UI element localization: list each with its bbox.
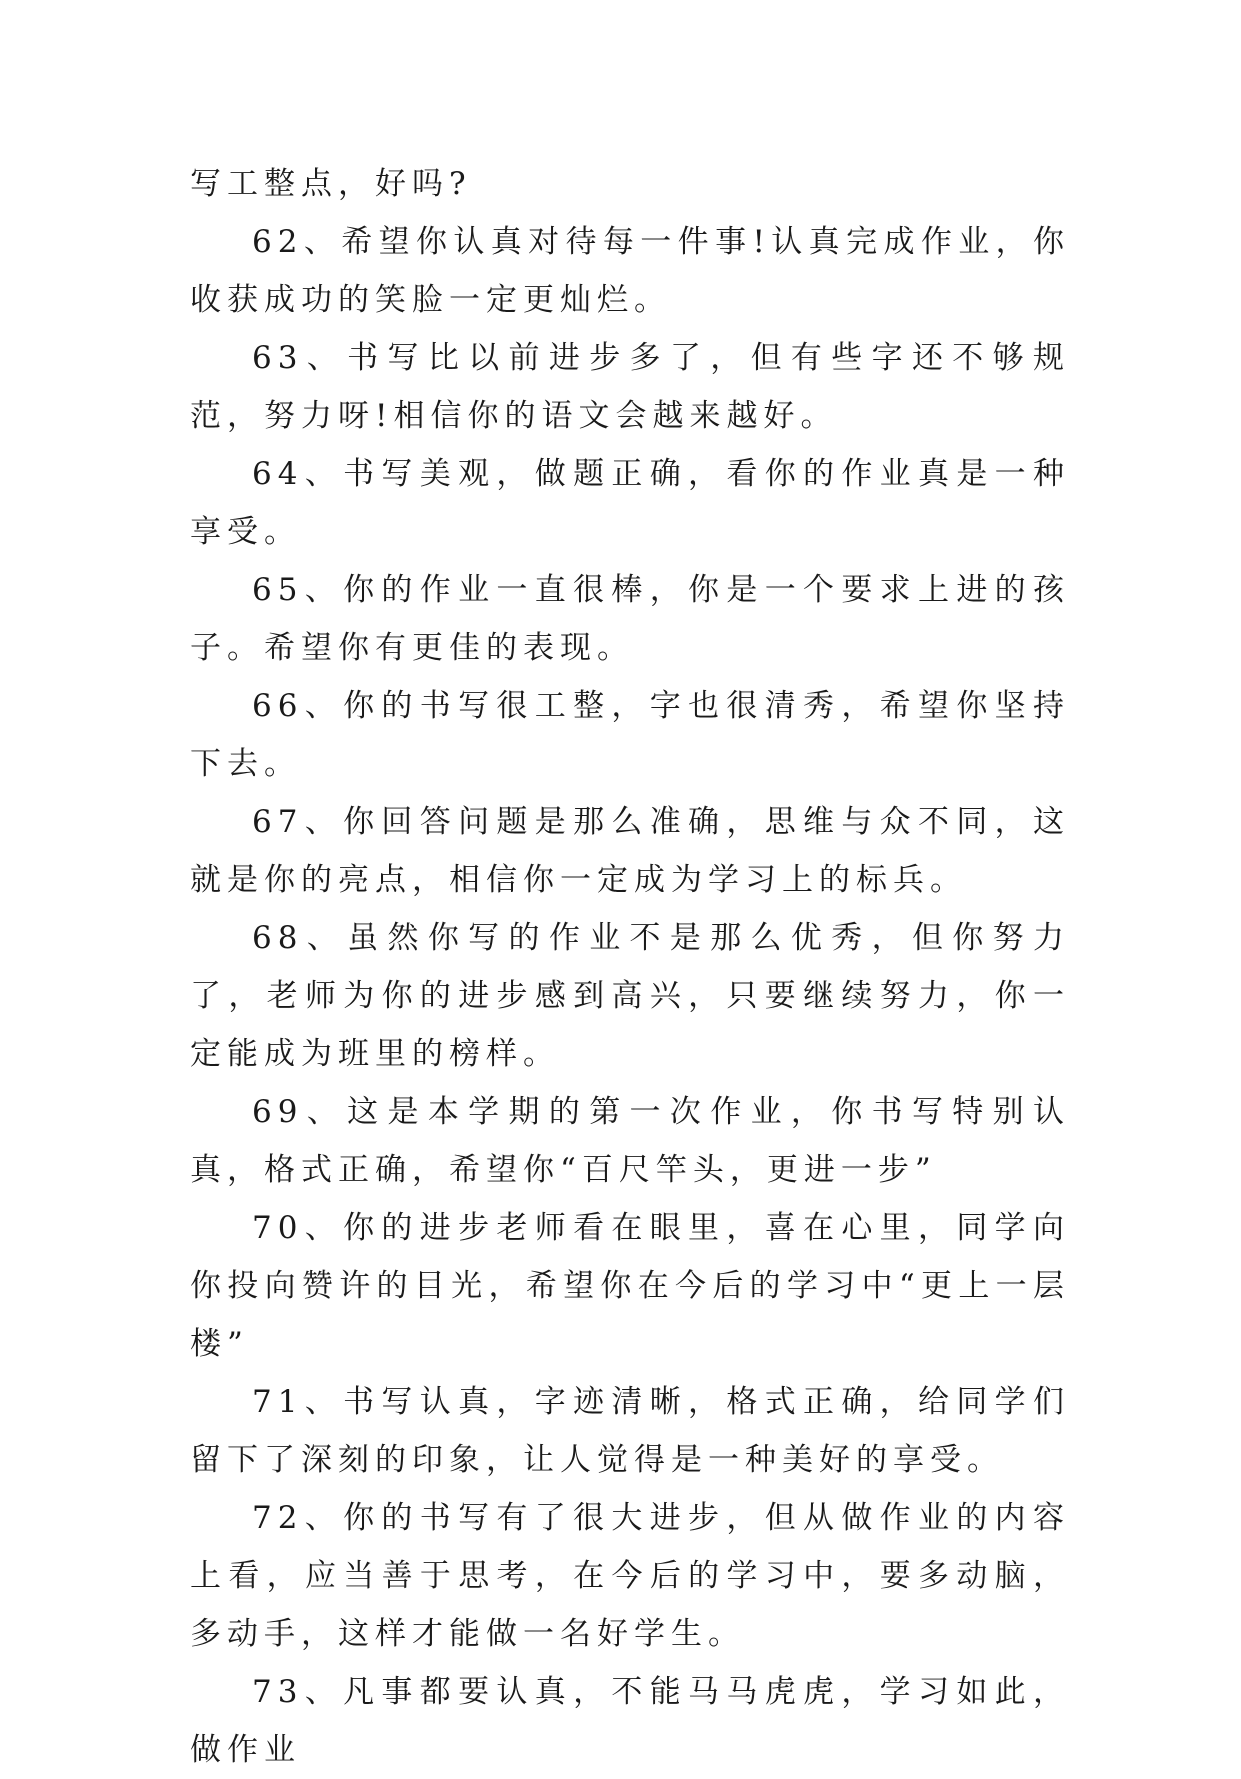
paragraph-64: 64、书写美观，做题正确，看你的作业真是一种享受。 bbox=[190, 456, 1070, 550]
paragraph-73: 73、凡事都要认真，不能马马虎虎，学习如此，做作业 bbox=[190, 1674, 1070, 1768]
paragraph-65: 65、你的作业一直很棒，你是一个要求上进的孩子。希望你有更佳的表现。 bbox=[190, 572, 1070, 666]
paragraph-68: 68、虽然你写的作业不是那么优秀，但你努力了，老师为你的进步感到高兴，只要继续努力，你一定能成为班里的榜样。 bbox=[190, 920, 1070, 1072]
paragraph-72: 72、你的书写有了很大进步，但从做作业的内容上看，应当善于思考，在今后的学习中，要多动脑，多动手，这样才能做一名好学生。 bbox=[190, 1500, 1070, 1652]
paragraph-62: 62、希望你认真对待每一件事!认真完成作业，你收获成功的笑脸一定更灿烂。 bbox=[190, 224, 1070, 318]
paragraph-63: 63、书写比以前进步多了，但有些字还不够规范，努力呀!相信你的语文会越来越好。 bbox=[190, 340, 1070, 434]
paragraph-67: 67、你回答问题是那么准确，思维与众不同，这就是你的亮点，相信你一定成为学习上的标兵。 bbox=[190, 804, 1070, 898]
paragraph-70: 70、你的进步老师看在眼里，喜在心里，同学向你投向赞许的目光，希望你在今后的学习中“更上一层楼” bbox=[190, 1210, 1070, 1362]
paragraph-71: 71、书写认真，字迹清晰，格式正确，给同学们留下了深刻的印象，让人觉得是一种美好的享受。 bbox=[190, 1384, 1070, 1478]
paragraph-66: 66、你的书写很工整，字也很清秀，希望你坚持下去。 bbox=[190, 688, 1070, 782]
document-body bbox=[190, 155, 1070, 1779]
paragraph-69: 69、这是本学期的第一次作业，你书写特别认真，格式正确，希望你“百尺竿头，更进一步” bbox=[190, 1094, 1070, 1188]
paragraph-continuation: 写工整点，好吗? bbox=[190, 166, 472, 202]
